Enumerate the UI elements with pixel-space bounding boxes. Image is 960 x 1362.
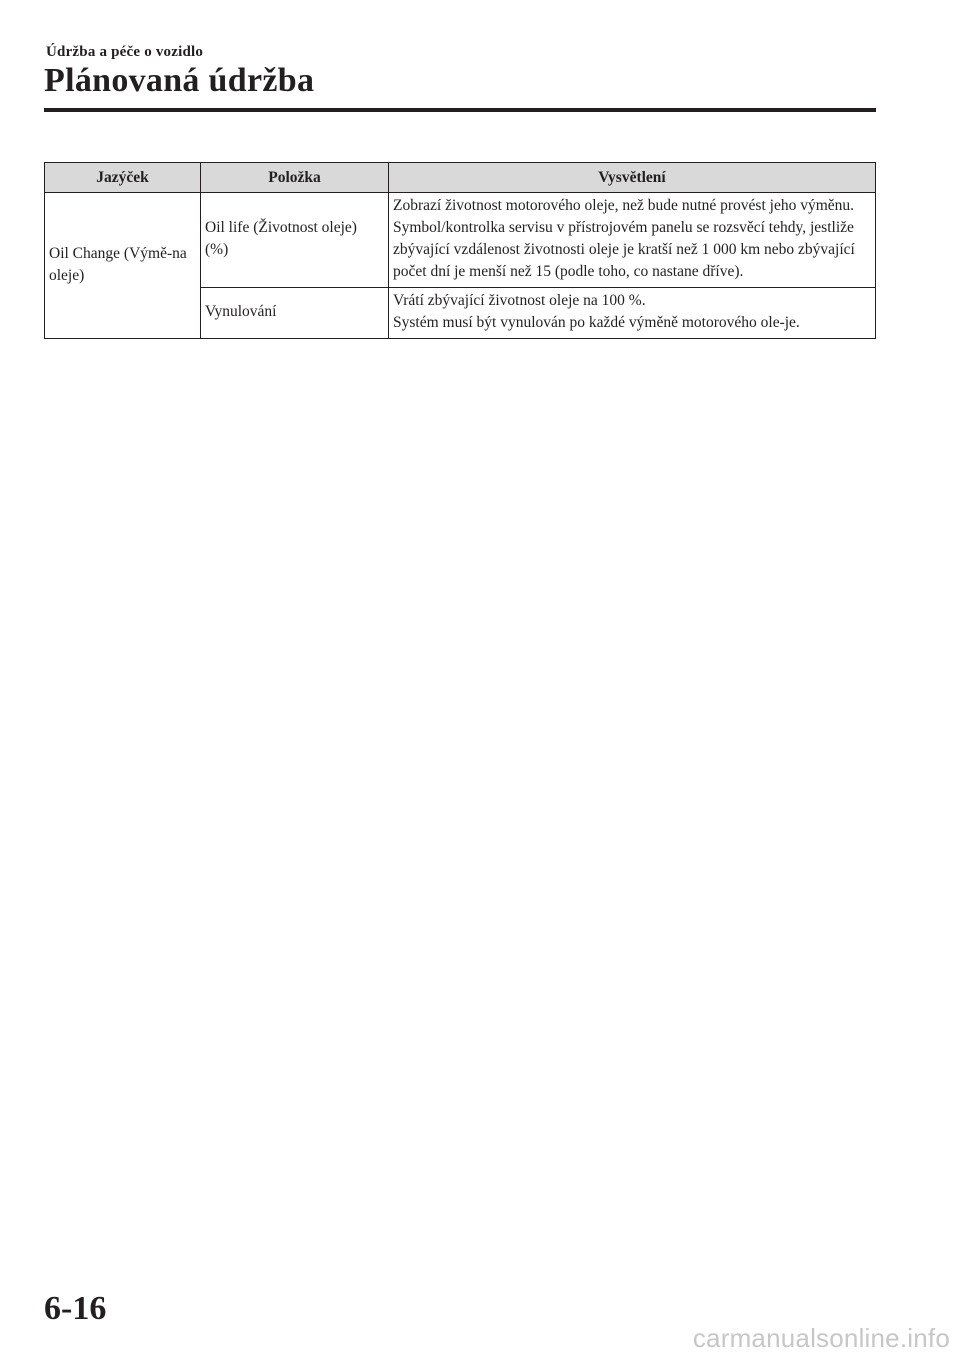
- maintenance-settings-table: [44, 162, 876, 339]
- table-header-row: [45, 163, 876, 193]
- explanation-text: Symbol/kontrolka servisu v přístrojovém panelu se rozsvěcí tehdy, jestliže zbývající vzdálenost životnosti oleje je kratší než 1 000 km nebo zbývající počet dní je menší než 15 (podle toho, co nastane dříve).: [393, 219, 855, 280]
- explanation-text: Vrátí zbývající životnost oleje na 100 %.: [393, 292, 646, 309]
- page-number: 6-16: [44, 1290, 107, 1327]
- column-header-tab: Jazýček: [45, 163, 201, 193]
- page-title: Plánovaná údržba: [44, 62, 315, 99]
- column-header-explanation: Vysvětlení: [389, 163, 876, 193]
- tab-cell-oil-change: Oil Change (Výmě-na oleje): [45, 193, 201, 339]
- table-row: [45, 193, 876, 288]
- title-rule: [44, 108, 876, 112]
- item-cell-oil-life: Oil life (Životnost oleje) (%): [201, 193, 389, 288]
- explanation-text: Systém musí být vynulován po každé výměně motorového ole-je.: [393, 314, 800, 331]
- item-cell-reset: Vynulování: [201, 288, 389, 339]
- watermark: carmanualsonline.info: [692, 1323, 950, 1353]
- column-header-item: Položka: [201, 163, 389, 193]
- explanation-cell-oil-life: [389, 193, 876, 288]
- explanation-text: Zobrazí životnost motorového oleje, než bude nutné provést jeho výměnu.: [393, 197, 855, 214]
- section-label: Údržba a péče o vozidlo: [46, 44, 204, 60]
- explanation-cell-reset: [389, 288, 876, 339]
